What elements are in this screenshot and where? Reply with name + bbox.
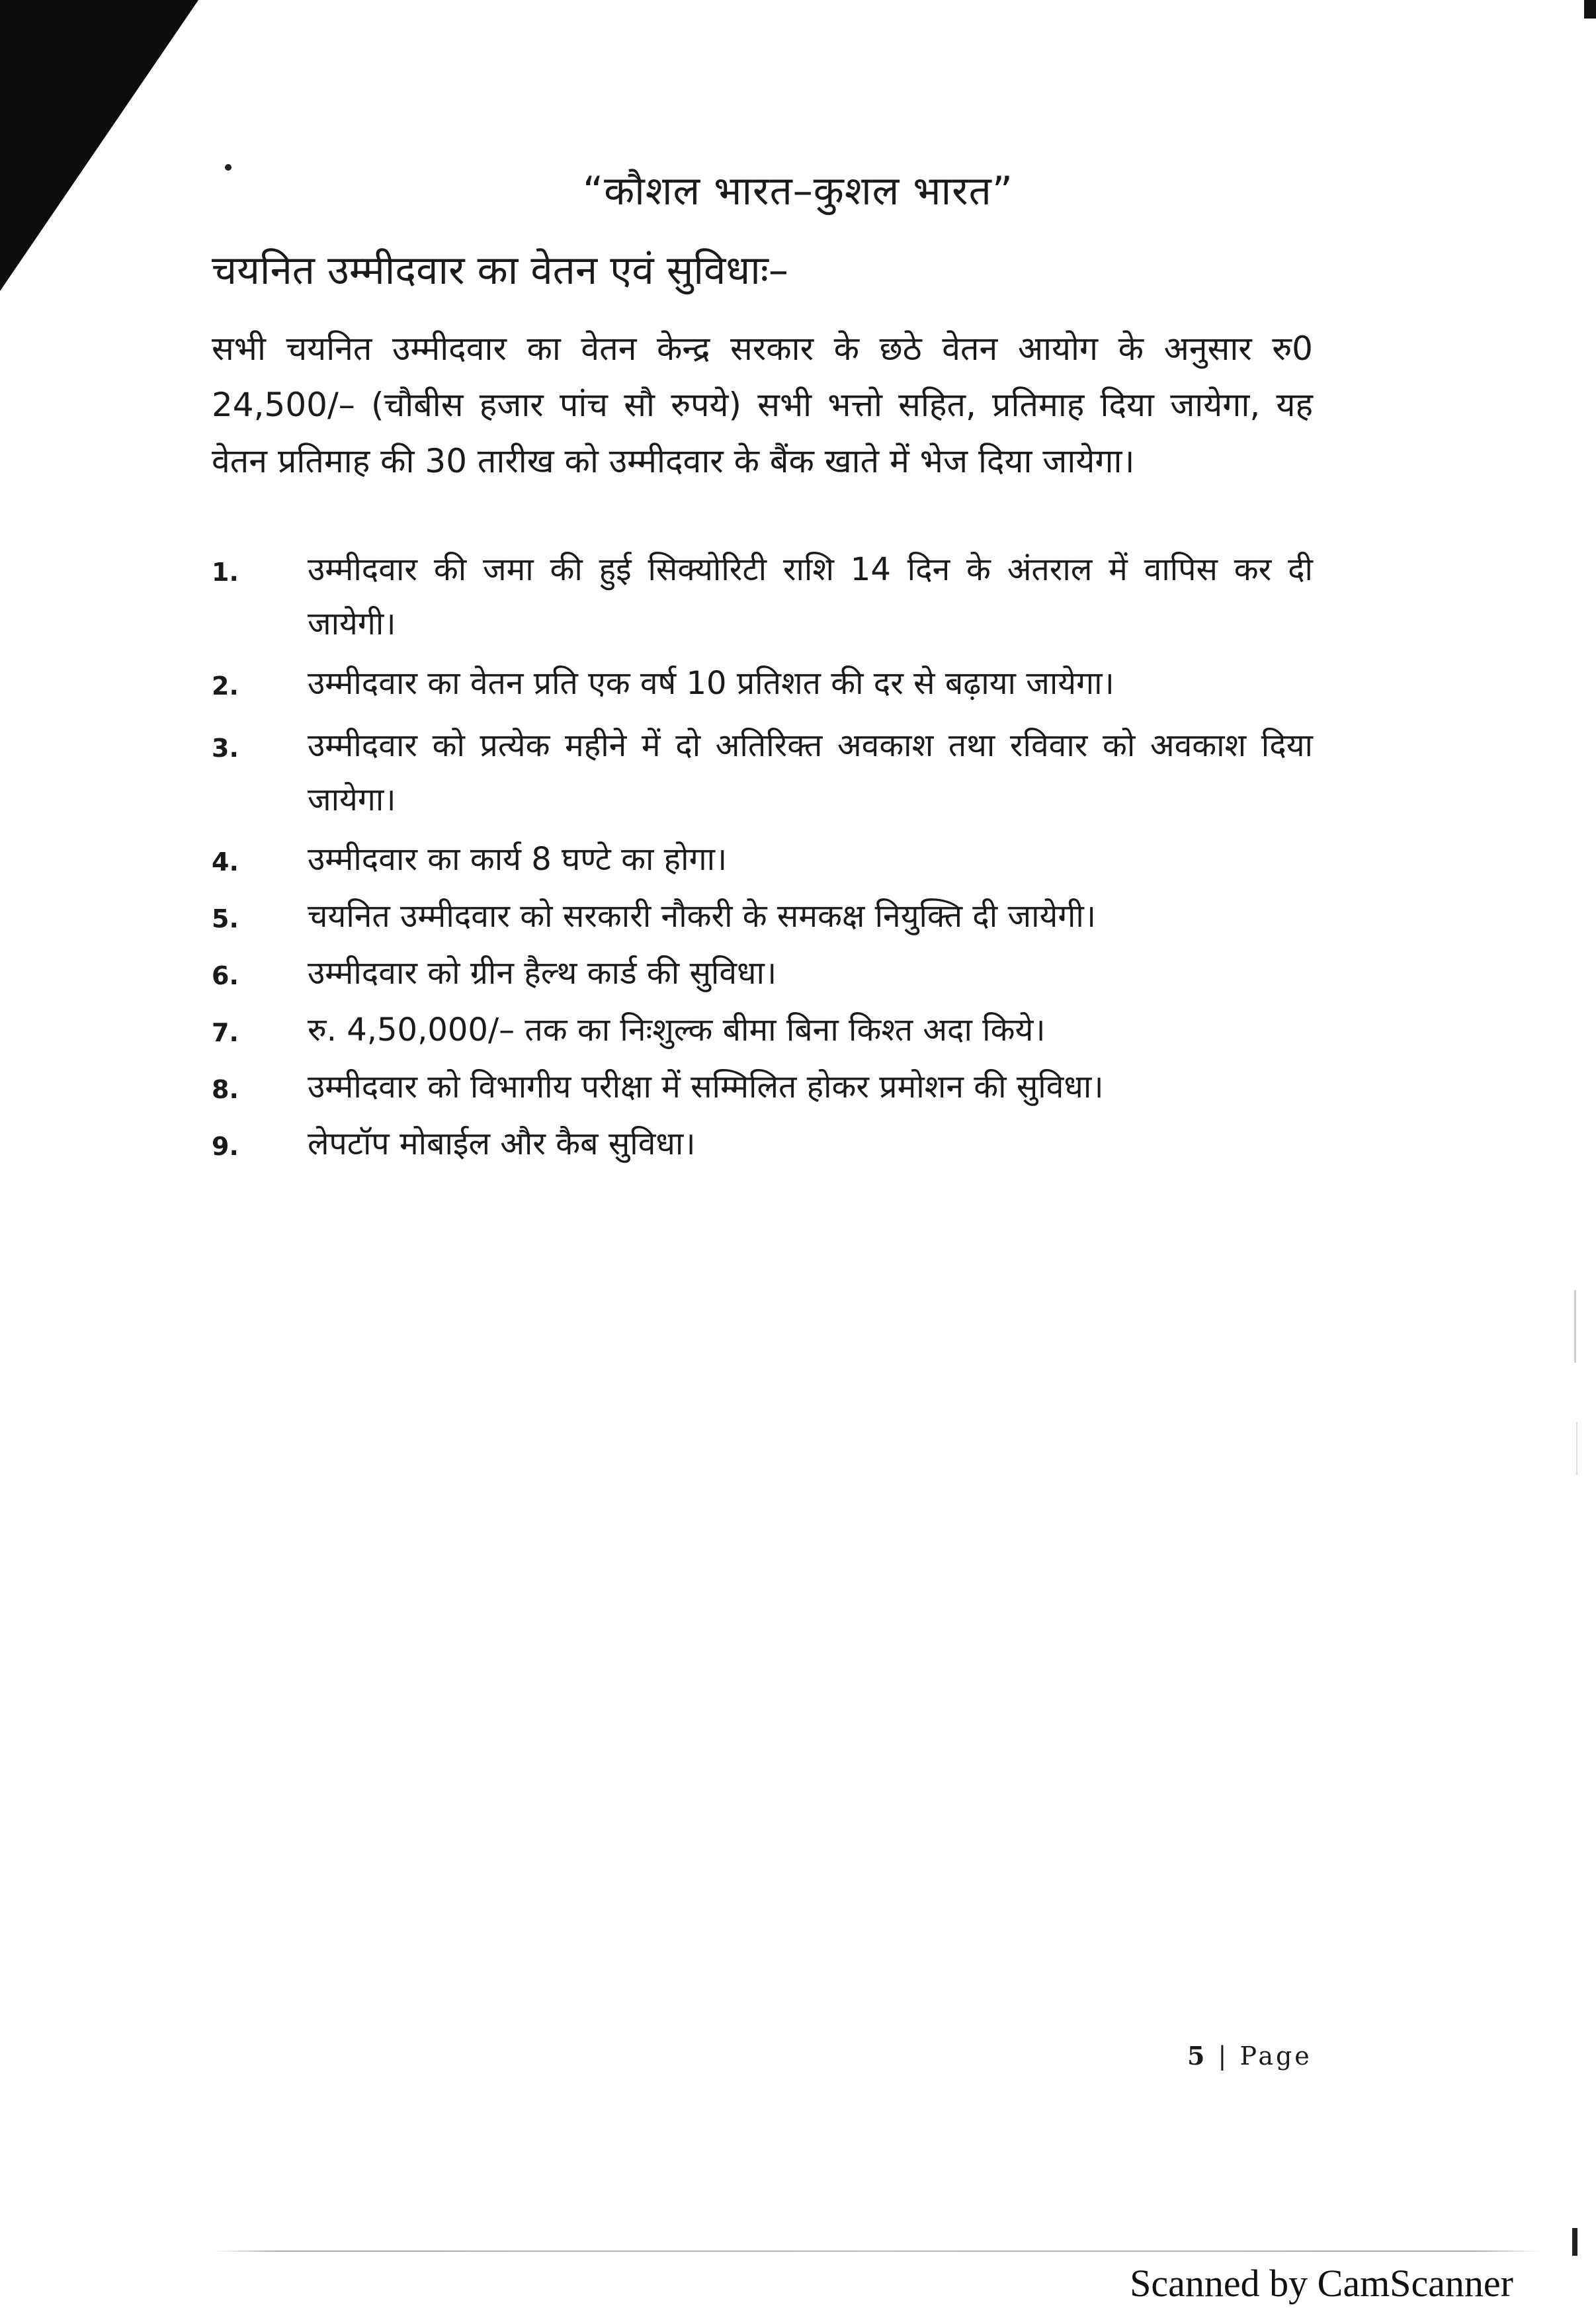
page-number: 5 <box>1187 2041 1208 2071</box>
list-item-text: लेपटॉप मोबाईल और कैब सुविधा। <box>308 1125 696 1162</box>
page-title: “कौशल भारत–कुशल भारत” <box>583 168 1013 214</box>
list-item-text: रु. 4,50,000/– तक का निःशुल्क बीमा बिना किश्त अदा किये। <box>308 1011 1046 1049</box>
page-separator: | <box>1218 2041 1230 2071</box>
page-number-footer <box>1187 2041 1312 2071</box>
list-item-number: 4. <box>212 847 239 877</box>
list-item <box>212 656 1313 713</box>
list-item <box>212 542 1313 651</box>
list-item <box>212 718 1313 827</box>
page-label: Page <box>1239 2041 1312 2071</box>
benefits-list <box>212 542 1313 1174</box>
list-item-number: 1. <box>212 558 239 587</box>
list-item <box>212 832 1313 889</box>
scan-edge-mark <box>1584 0 1596 19</box>
list-item-number: 9. <box>212 1132 239 1161</box>
list-item-number: 2. <box>212 671 239 701</box>
list-item-text: उम्मीदवार को ग्रीन हैल्थ कार्ड की सुविधा। <box>308 955 777 992</box>
list-item <box>212 1060 1313 1117</box>
list-item-number: 8. <box>212 1075 239 1104</box>
list-item <box>212 889 1313 946</box>
list-item <box>212 1003 1313 1060</box>
intro-paragraph: सभी चयनित उम्मीदवार का वेतन केन्द्र सरकार के छठे वेतन आयोग के अनुसार रु0 24,500/– (चौबीस हजार पांच सौ रुपये) सभी भत्तो सहित, प्रतिमाह दिया जायेगा, यह वेतन प्रतिमाह की 30 तारीख को उम्मीदवार के बैंक खाते में भेज दिया जायेगा। <box>212 329 1313 480</box>
list-item <box>212 946 1313 1003</box>
list-item-text: उम्मीदवार का कार्य 8 घण्टे का होगा। <box>308 841 728 878</box>
scan-corner-shadow <box>0 0 198 291</box>
scan-edge-line <box>1574 1290 1576 1363</box>
list-item-number: 7. <box>212 1018 239 1047</box>
section-heading: चयनित उम्मीदवार का वेतन एवं सुविधाः– <box>212 247 788 294</box>
list-item-number: 3. <box>212 734 239 763</box>
camscanner-watermark: Scanned by CamScanner <box>1130 2262 1513 2305</box>
list-item-number: 6. <box>212 961 239 990</box>
list-item-text: उम्मीदवार की जमा की हुई सिक्योरिटी राशि 14 दिन के अंतराल में वापिस कर दी जायेगी। <box>308 551 1313 642</box>
scan-bottom-mark <box>1572 2228 1577 2256</box>
scan-bottom-line <box>212 2250 1541 2252</box>
scan-edge-line <box>1576 1422 1577 1475</box>
list-item-text: उम्मीदवार को प्रत्येक महीने में दो अतिरिक्त अवकाश तथा रविवार को अवकाश दिया जायेगा। <box>308 727 1313 818</box>
list-item-text: चयनित उम्मीदवार को सरकारी नौकरी के समकक्ष नियुक्ति दी जायेगी। <box>308 898 1097 935</box>
list-item-text: उम्मीदवार को विभागीय परीक्षा में सम्मिलित होकर प्रमोशन की सुविधा। <box>308 1068 1104 1105</box>
list-item-text: उम्मीदवार का वेतन प्रति एक वर्ष 10 प्रतिशत की दर से बढ़ाया जायेगा। <box>308 665 1114 702</box>
list-item-number: 5. <box>212 904 239 933</box>
list-item <box>212 1117 1313 1174</box>
